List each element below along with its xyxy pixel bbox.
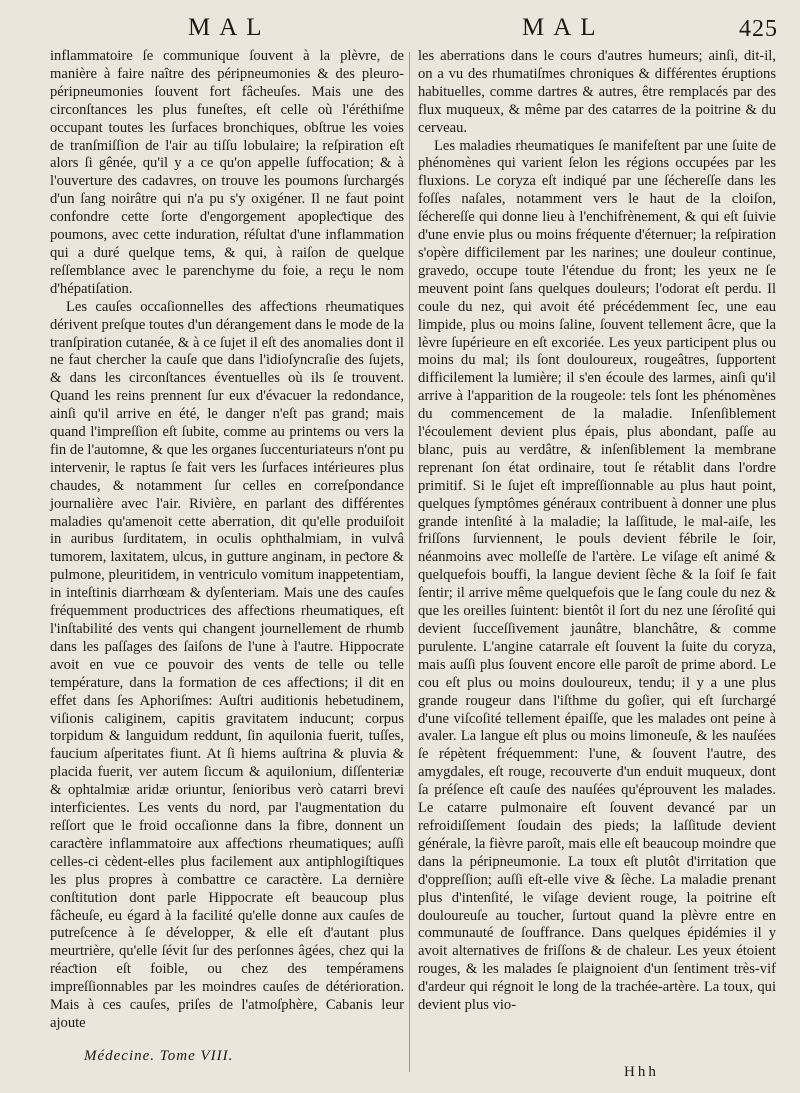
header-left-title: MAL <box>188 14 271 41</box>
left-paragraph-1: inflammatoire ſe communique ſouvent à la plèvre, de manière à faire naître des péripneumonies & des pleuro-péripneumonies ſouvent fort fâcheuſes. Mais une des circonſtances les plus funeſtes, eſt celle où l'éréthiſme occupant toutes les ſurfaces bronchiques, obſtrue les voies de tranſmiſſion de l'air au tiſſu lobulaire; la reſpiration eſt alors ſi gênée, qu'il y a ce qu'on appelle ſuffocation; & à l'ouverture des cadavres, on trouve les poumons ſurchargés d'un ſang noirâtre qui n'a pu s'y oxigéner. Il ne faut point confondre cette ſorte d'engorgement apopleƈtique des poumons, avec cette induration, réſultat d'une inflammation qui a duré quelque tems, & qui, à raiſon de quelque reſſemblance avec le parenchyme du foie, a reçu le nom d'hépatiſation. <box>50 48 404 297</box>
left-paragraph-2: Les cauſes occaſionnelles des affeƈtions rheumatiques dérivent preſque toutes d'un dérangement dans le mode de la tranſpiration cutanée, & à ce ſujet il eſt des anomalies dont il ne faut chercher la cauſe que dans l'idioſyncraſie des ſujets, & dans les circonſtances éventuelles où ils ſe trouvent. Quand les reins prennent ſur eux d'évacuer la redondance, ainſi qu'il arrive en été, le danger n'eſt pas grand; mais quand l'impreſſion eſt ſubite, comme au printems ou vers la fin de l'automne, & que les organes ſuccenturiateurs n'ont pu intervenir, le raptus ſe fait vers les ſurfaces intérieures plus chaudes, & notamment ſur celles en correſpondance journalière avec l'air. Rivière, en parlant des différentes maladies qu'amenoit cette aberration, dit qu'elle produiſoit in auribus ſurditatem, in oculis ophthalmiam, in vulvâ tumorem, laxitatem, ulcus, in gutture anginam, in peƈtore & pulmone, pleuritidem, in ventriculo vomitum inappetentiam, in inteſtinis diarrhœam & dyſenteriam. Mais une des cauſes fréquemment productrices des affeƈtions rheumatiques, eſt l'inſtabilité des vents qui changent journellement de rhumb dans les paſſages des ſaiſons de l'une à l'autre. Hippocrate avoit en vue ce pouvoir des vents de telle ou telle température, dans la formation de ces affeƈtions; il dit en effet dans ſes Aphoriſmes: Auſtri auditionis hebetudinem, viſionis caliginem, capitis gravitatem inducunt; corpus torpidum & languidum reddunt, ſin aquilonia fuerit, tuſſes, faucium aſperitates fiunt. At ſi hiems auſtrina & pluvia & placida fuerit, ver autem ſiccum & aquilonium, diſſenteriæ & ophtalmiæ aridæ oriuntur, ſenioribus verò catarri brevi interficientes. Les vents du nord, par l'augmentation du reſſort que le froid occaſionne dans la fibre, donnent un caraƈtère inflammatoire aux affeƈtions rheumatiques; auſſi celles-ci cèdent-elles plus facilement aux antiphlogiſtiques les plus propres à combattre ce caractère. La dernière conſtitution dont parle Hippocrate eſt beaucoup plus fâcheuſe, eu égard à la facilité qu'elle donne aux cauſes de putreſcence à ſe développer, & elle eſt d'autant plus meurtrière, qu'elle ſévit ſur des perſonnes âgées, chez qui la réaƈtion eſt foible, ou chez des tempéramens impreſſionnables par les moindres cauſes de détérioration. Mais à ces cauſes, priſes de l'atmoſphère, Cabanis leur ajoute <box>50 298 404 1031</box>
column-divider <box>409 52 410 1072</box>
signature-mark: Hhh <box>624 1064 659 1080</box>
left-column <box>50 48 404 1033</box>
right-paragraph-1: les aberrations dans le cours d'autres humeurs; ainſi, dit-il, on a vu des rhumatiſmes chroniques & différentes éruptions habituelles, comme dartres & autres, être remplacés par des flux muqueux, & même par des catarres de la poitrine & du cerveau. <box>418 48 776 136</box>
running-header <box>0 14 800 48</box>
page-number: 425 <box>739 16 778 42</box>
right-paragraph-2: Les maladies rheumatiques ſe manifeſtent par une ſuite de phénomènes qui varient ſelon les régions occupées par les fluxions. Le coryza eſt indiqué par une ſéchereſſe dans les foſſes naſales, notamment vers le haut de la cloiſon, ſéchereſſe qui donne lieu à l'enchifrènement, & qui eſt ſuivie d'une envie plus ou moins fréquente d'éternuer; la reſpiration s'opère difficilement par les narines; une douleur continue, gravedo, occupe toute l'étendue du front; les yeux ne ſe meuvent point ſans quelques douleurs; l'odorat eſt perdu. Il coule du nez, qui avoit été précédemment ſec, une eau limpide, plus ou moins ſaline, ſouvent tellement âcre, que la lèvre ſupérieure en eſt excoriée. Les yeux participent plus ou moins du mal; ils ſont douloureux, rougeâtres, ſupportent difficilement la lumière; il s'en écoule des larmes, ainſi qu'il arrive à l'apparition de la rougeole: tels ſont les phénomènes du commencement de la maladie. Inſenſiblement l'écoulement devient plus épais, plus abondant, paſſe au blanc, puis au verdâtre, & inſenſiblement la membrane reprenant ſon état ordinaire, tout ſe rétablit dans l'ordre primitif. Si le ſujet eſt impreſſionnable au plus haut point, quelques ſymptômes généraux contribuent à donner une plus grande intenſité à la maladie; la laſſitude, le mal-aiſe, les friſſons ſurviennent, le pouls devient fébrile le ſoir, néanmoins avec molleſſe de l'artère. Le viſage eſt animé & quelquefois bouffi, la langue devient ſèche & la ſoif ſe fait ſentir; il arrive même quelquefois que le ſang coule du nez & que les oreilles ſuintent: bientôt il ſort du nez une ſéroſité qui devient ſucceſſivement jaunâtre, blanchâtre, & comme purulente. L'angine catarrale eſt ſouvent la ſuite du coryza, mais auſſi plus ſouvent encore elle paroît de prime abord. Le cou eſt plus ou moins douloureux, tendu; il y a une plus grande rougeur dans l'iſthme du goſier, qui eſt ſurchargé d'une viſcoſité tellement épaiſſe, que les malades ont peine à avaler. La langue eſt plus ou moins limoneuſe, & les nauſées ſe répètent fréquemment: l'une, & ſouvent l'autre, des amygdales, eſt rouge, recouverte d'un enduit muqueux, dont ſa préſence eſt cauſe des nauſées qu'éprouvent les malades. Le catarre pulmonaire eſt ſouvent devancé par un refroidiſſement ſoudain des pieds; la laſſitude devient générale, la fièvre paroît, mais elle eſt beaucoup moindre que dans la péripneumonie. La toux eſt plutôt d'irritation que d'oppreſſion; auſſi eſt-elle vive & ſèche. La maladie prenant plus d'intenſité, le viſage devient rouge, la poitrine eſt douloureuſe au toucher, ſurtout quand la plèvre entre en communauté de ſouffrance. Dans quelques épidémies il y avoit alternatives de friſſons & de chaleur. Les yeux étoient rouges, & les malades ſe plaignoient d'un ſentiment très-vif d'ardeur qui régnoit le long de la trachée-artère. La toux, qui devient plus vio- <box>418 137 776 1014</box>
right-column <box>418 48 776 1015</box>
header-right-title: MAL <box>522 14 605 41</box>
volume-footer: Médecine. Tome VIII. <box>84 1048 234 1064</box>
